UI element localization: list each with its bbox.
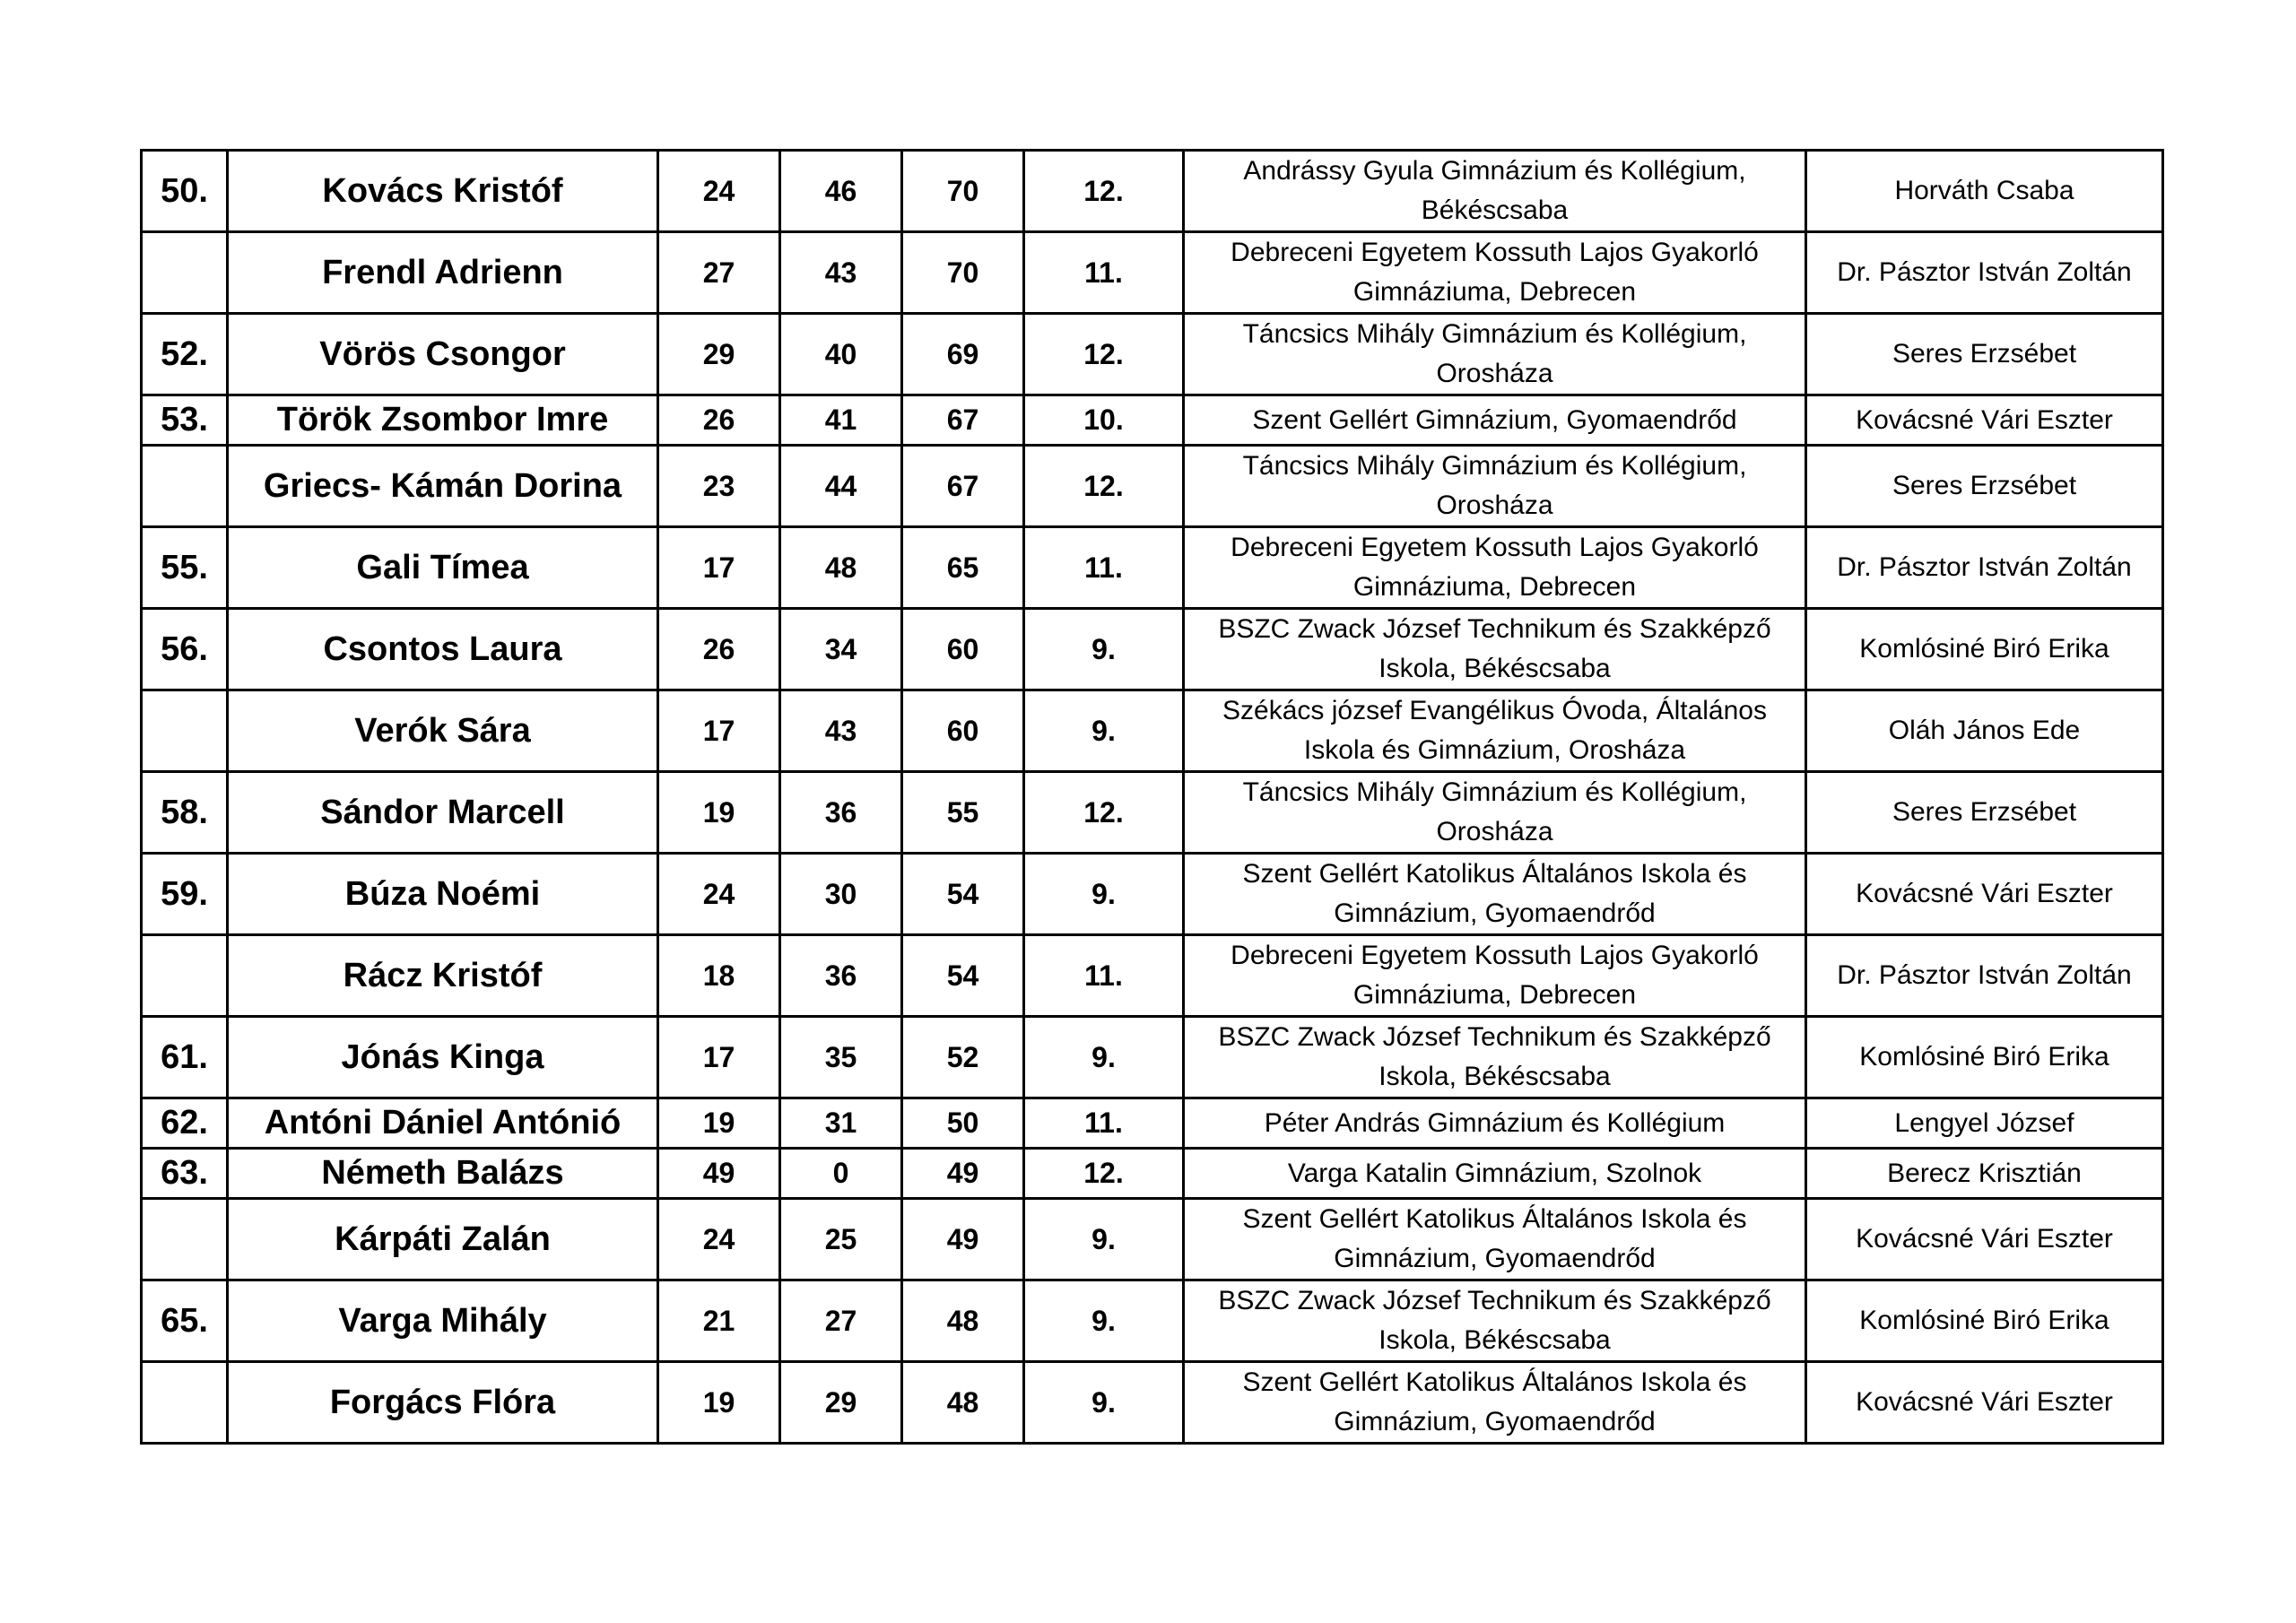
student-name-cell: Varga Mihály bbox=[228, 1280, 658, 1362]
student-name-cell: Griecs- Kámán Dorina bbox=[228, 446, 658, 527]
teacher-cell: Lengyel József bbox=[1806, 1098, 2163, 1149]
table-row bbox=[142, 314, 2163, 395]
teacher-cell: Dr. Pásztor István Zoltán bbox=[1806, 232, 2163, 314]
results-table bbox=[140, 149, 2164, 1445]
grade-cell: 12. bbox=[1024, 314, 1184, 395]
total-score-cell: 60 bbox=[902, 690, 1024, 772]
rank-cell: 53. bbox=[142, 395, 228, 446]
teacher-cell: Horváth Csaba bbox=[1806, 151, 2163, 232]
score-1-cell: 19 bbox=[658, 772, 780, 854]
student-name-cell: Verók Sára bbox=[228, 690, 658, 772]
teacher-cell: Kovácsné Vári Eszter bbox=[1806, 1199, 2163, 1280]
school-cell: Táncsics Mihály Gimnázium és Kollégium, Orosháza bbox=[1184, 446, 1806, 527]
score-2-cell: 31 bbox=[780, 1098, 902, 1149]
table-row bbox=[142, 690, 2163, 772]
teacher-cell: Komlósiné Biró Erika bbox=[1806, 1280, 2163, 1362]
teacher-cell: Komlósiné Biró Erika bbox=[1806, 609, 2163, 690]
score-1-cell: 17 bbox=[658, 690, 780, 772]
student-name-cell: Rácz Kristóf bbox=[228, 935, 658, 1017]
table-row bbox=[142, 1362, 2163, 1444]
grade-cell: 12. bbox=[1024, 446, 1184, 527]
total-score-cell: 49 bbox=[902, 1149, 1024, 1199]
rank-cell: 61. bbox=[142, 1017, 228, 1098]
teacher-cell: Dr. Pásztor István Zoltán bbox=[1806, 935, 2163, 1017]
table-row bbox=[142, 772, 2163, 854]
table-row bbox=[142, 232, 2163, 314]
score-2-cell: 34 bbox=[780, 609, 902, 690]
school-cell: Debreceni Egyetem Kossuth Lajos Gyakorló Gimnáziuma, Debrecen bbox=[1184, 232, 1806, 314]
grade-cell: 12. bbox=[1024, 1149, 1184, 1199]
teacher-cell: Seres Erzsébet bbox=[1806, 446, 2163, 527]
score-2-cell: 29 bbox=[780, 1362, 902, 1444]
student-name-cell: Csontos Laura bbox=[228, 609, 658, 690]
total-score-cell: 54 bbox=[902, 854, 1024, 935]
score-1-cell: 17 bbox=[658, 1017, 780, 1098]
grade-cell: 9. bbox=[1024, 1199, 1184, 1280]
table-row bbox=[142, 1149, 2163, 1199]
grade-cell: 9. bbox=[1024, 609, 1184, 690]
rank-cell: 63. bbox=[142, 1149, 228, 1199]
rank-cell: 50. bbox=[142, 151, 228, 232]
score-1-cell: 24 bbox=[658, 151, 780, 232]
score-2-cell: 36 bbox=[780, 935, 902, 1017]
student-name-cell: Kovács Kristóf bbox=[228, 151, 658, 232]
school-cell: Szent Gellért Katolikus Általános Iskola és Gimnázium, Gyomaendrőd bbox=[1184, 1362, 1806, 1444]
score-2-cell: 0 bbox=[780, 1149, 902, 1199]
grade-cell: 9. bbox=[1024, 1362, 1184, 1444]
score-1-cell: 17 bbox=[658, 527, 780, 609]
score-1-cell: 29 bbox=[658, 314, 780, 395]
table-row bbox=[142, 446, 2163, 527]
teacher-cell: Berecz Krisztián bbox=[1806, 1149, 2163, 1199]
school-cell: Táncsics Mihály Gimnázium és Kollégium, Orosháza bbox=[1184, 314, 1806, 395]
score-2-cell: 43 bbox=[780, 232, 902, 314]
teacher-cell: Kovácsné Vári Eszter bbox=[1806, 395, 2163, 446]
rank-cell: 58. bbox=[142, 772, 228, 854]
student-name-cell: Gali Tímea bbox=[228, 527, 658, 609]
table-row bbox=[142, 527, 2163, 609]
student-name-cell: Jónás Kinga bbox=[228, 1017, 658, 1098]
total-score-cell: 55 bbox=[902, 772, 1024, 854]
grade-cell: 9. bbox=[1024, 1017, 1184, 1098]
total-score-cell: 50 bbox=[902, 1098, 1024, 1149]
score-2-cell: 40 bbox=[780, 314, 902, 395]
table-row bbox=[142, 854, 2163, 935]
total-score-cell: 70 bbox=[902, 232, 1024, 314]
total-score-cell: 48 bbox=[902, 1280, 1024, 1362]
school-cell: BSZC Zwack József Technikum és Szakképző Iskola, Békéscsaba bbox=[1184, 609, 1806, 690]
total-score-cell: 70 bbox=[902, 151, 1024, 232]
teacher-cell: Komlósiné Biró Erika bbox=[1806, 1017, 2163, 1098]
grade-cell: 9. bbox=[1024, 1280, 1184, 1362]
grade-cell: 11. bbox=[1024, 935, 1184, 1017]
score-1-cell: 21 bbox=[658, 1280, 780, 1362]
grade-cell: 12. bbox=[1024, 151, 1184, 232]
student-name-cell: Antóni Dániel Antónió bbox=[228, 1098, 658, 1149]
grade-cell: 10. bbox=[1024, 395, 1184, 446]
school-cell: Székács józsef Evangélikus Óvoda, Általános Iskola és Gimnázium, Orosháza bbox=[1184, 690, 1806, 772]
school-cell: BSZC Zwack József Technikum és Szakképző Iskola, Békéscsaba bbox=[1184, 1017, 1806, 1098]
total-score-cell: 67 bbox=[902, 446, 1024, 527]
school-cell: Debreceni Egyetem Kossuth Lajos Gyakorló Gimnáziuma, Debrecen bbox=[1184, 527, 1806, 609]
total-score-cell: 48 bbox=[902, 1362, 1024, 1444]
score-1-cell: 19 bbox=[658, 1098, 780, 1149]
school-cell: Andrássy Gyula Gimnázium és Kollégium, Békéscsaba bbox=[1184, 151, 1806, 232]
total-score-cell: 60 bbox=[902, 609, 1024, 690]
table-row bbox=[142, 1017, 2163, 1098]
teacher-cell: Seres Erzsébet bbox=[1806, 772, 2163, 854]
school-cell: BSZC Zwack József Technikum és Szakképző Iskola, Békéscsaba bbox=[1184, 1280, 1806, 1362]
total-score-cell: 54 bbox=[902, 935, 1024, 1017]
student-name-cell: Kárpáti Zalán bbox=[228, 1199, 658, 1280]
school-cell: Péter András Gimnázium és Kollégium bbox=[1184, 1098, 1806, 1149]
teacher-cell: Kovácsné Vári Eszter bbox=[1806, 854, 2163, 935]
school-cell: Szent Gellért Katolikus Általános Iskola és Gimnázium, Gyomaendrőd bbox=[1184, 854, 1806, 935]
score-1-cell: 26 bbox=[658, 609, 780, 690]
teacher-cell: Oláh János Ede bbox=[1806, 690, 2163, 772]
student-name-cell: Vörös Csongor bbox=[228, 314, 658, 395]
total-score-cell: 65 bbox=[902, 527, 1024, 609]
score-2-cell: 44 bbox=[780, 446, 902, 527]
grade-cell: 11. bbox=[1024, 1098, 1184, 1149]
score-2-cell: 48 bbox=[780, 527, 902, 609]
score-2-cell: 25 bbox=[780, 1199, 902, 1280]
grade-cell: 9. bbox=[1024, 690, 1184, 772]
rank-cell: 59. bbox=[142, 854, 228, 935]
rank-cell bbox=[142, 1362, 228, 1444]
score-1-cell: 23 bbox=[658, 446, 780, 527]
grade-cell: 9. bbox=[1024, 854, 1184, 935]
score-1-cell: 27 bbox=[658, 232, 780, 314]
table-row bbox=[142, 151, 2163, 232]
table-row bbox=[142, 935, 2163, 1017]
score-2-cell: 35 bbox=[780, 1017, 902, 1098]
total-score-cell: 49 bbox=[902, 1199, 1024, 1280]
student-name-cell: Frendl Adrienn bbox=[228, 232, 658, 314]
table-row bbox=[142, 1098, 2163, 1149]
grade-cell: 11. bbox=[1024, 232, 1184, 314]
score-2-cell: 41 bbox=[780, 395, 902, 446]
grade-cell: 12. bbox=[1024, 772, 1184, 854]
rank-cell bbox=[142, 1199, 228, 1280]
score-2-cell: 27 bbox=[780, 1280, 902, 1362]
student-name-cell: Forgács Flóra bbox=[228, 1362, 658, 1444]
score-1-cell: 18 bbox=[658, 935, 780, 1017]
score-1-cell: 26 bbox=[658, 395, 780, 446]
table-row bbox=[142, 395, 2163, 446]
total-score-cell: 67 bbox=[902, 395, 1024, 446]
score-2-cell: 43 bbox=[780, 690, 902, 772]
school-cell: Varga Katalin Gimnázium, Szolnok bbox=[1184, 1149, 1806, 1199]
student-name-cell: Németh Balázs bbox=[228, 1149, 658, 1199]
rank-cell bbox=[142, 232, 228, 314]
rank-cell bbox=[142, 935, 228, 1017]
table-row bbox=[142, 1280, 2163, 1362]
teacher-cell: Kovácsné Vári Eszter bbox=[1806, 1362, 2163, 1444]
rank-cell: 56. bbox=[142, 609, 228, 690]
total-score-cell: 52 bbox=[902, 1017, 1024, 1098]
score-2-cell: 36 bbox=[780, 772, 902, 854]
score-2-cell: 30 bbox=[780, 854, 902, 935]
student-name-cell: Sándor Marcell bbox=[228, 772, 658, 854]
rank-cell: 52. bbox=[142, 314, 228, 395]
school-cell: Szent Gellért Gimnázium, Gyomaendrőd bbox=[1184, 395, 1806, 446]
school-cell: Szent Gellért Katolikus Általános Iskola és Gimnázium, Gyomaendrőd bbox=[1184, 1199, 1806, 1280]
school-cell: Debreceni Egyetem Kossuth Lajos Gyakorló Gimnáziuma, Debrecen bbox=[1184, 935, 1806, 1017]
student-name-cell: Török Zsombor Imre bbox=[228, 395, 658, 446]
rank-cell: 65. bbox=[142, 1280, 228, 1362]
score-1-cell: 49 bbox=[658, 1149, 780, 1199]
total-score-cell: 69 bbox=[902, 314, 1024, 395]
rank-cell: 62. bbox=[142, 1098, 228, 1149]
score-1-cell: 24 bbox=[658, 1199, 780, 1280]
results-table-body bbox=[142, 151, 2163, 1444]
teacher-cell: Seres Erzsébet bbox=[1806, 314, 2163, 395]
score-1-cell: 19 bbox=[658, 1362, 780, 1444]
table-row bbox=[142, 609, 2163, 690]
grade-cell: 11. bbox=[1024, 527, 1184, 609]
teacher-cell: Dr. Pásztor István Zoltán bbox=[1806, 527, 2163, 609]
score-1-cell: 24 bbox=[658, 854, 780, 935]
rank-cell bbox=[142, 446, 228, 527]
score-2-cell: 46 bbox=[780, 151, 902, 232]
school-cell: Táncsics Mihály Gimnázium és Kollégium, Orosháza bbox=[1184, 772, 1806, 854]
rank-cell bbox=[142, 690, 228, 772]
student-name-cell: Búza Noémi bbox=[228, 854, 658, 935]
table-row bbox=[142, 1199, 2163, 1280]
rank-cell: 55. bbox=[142, 527, 228, 609]
